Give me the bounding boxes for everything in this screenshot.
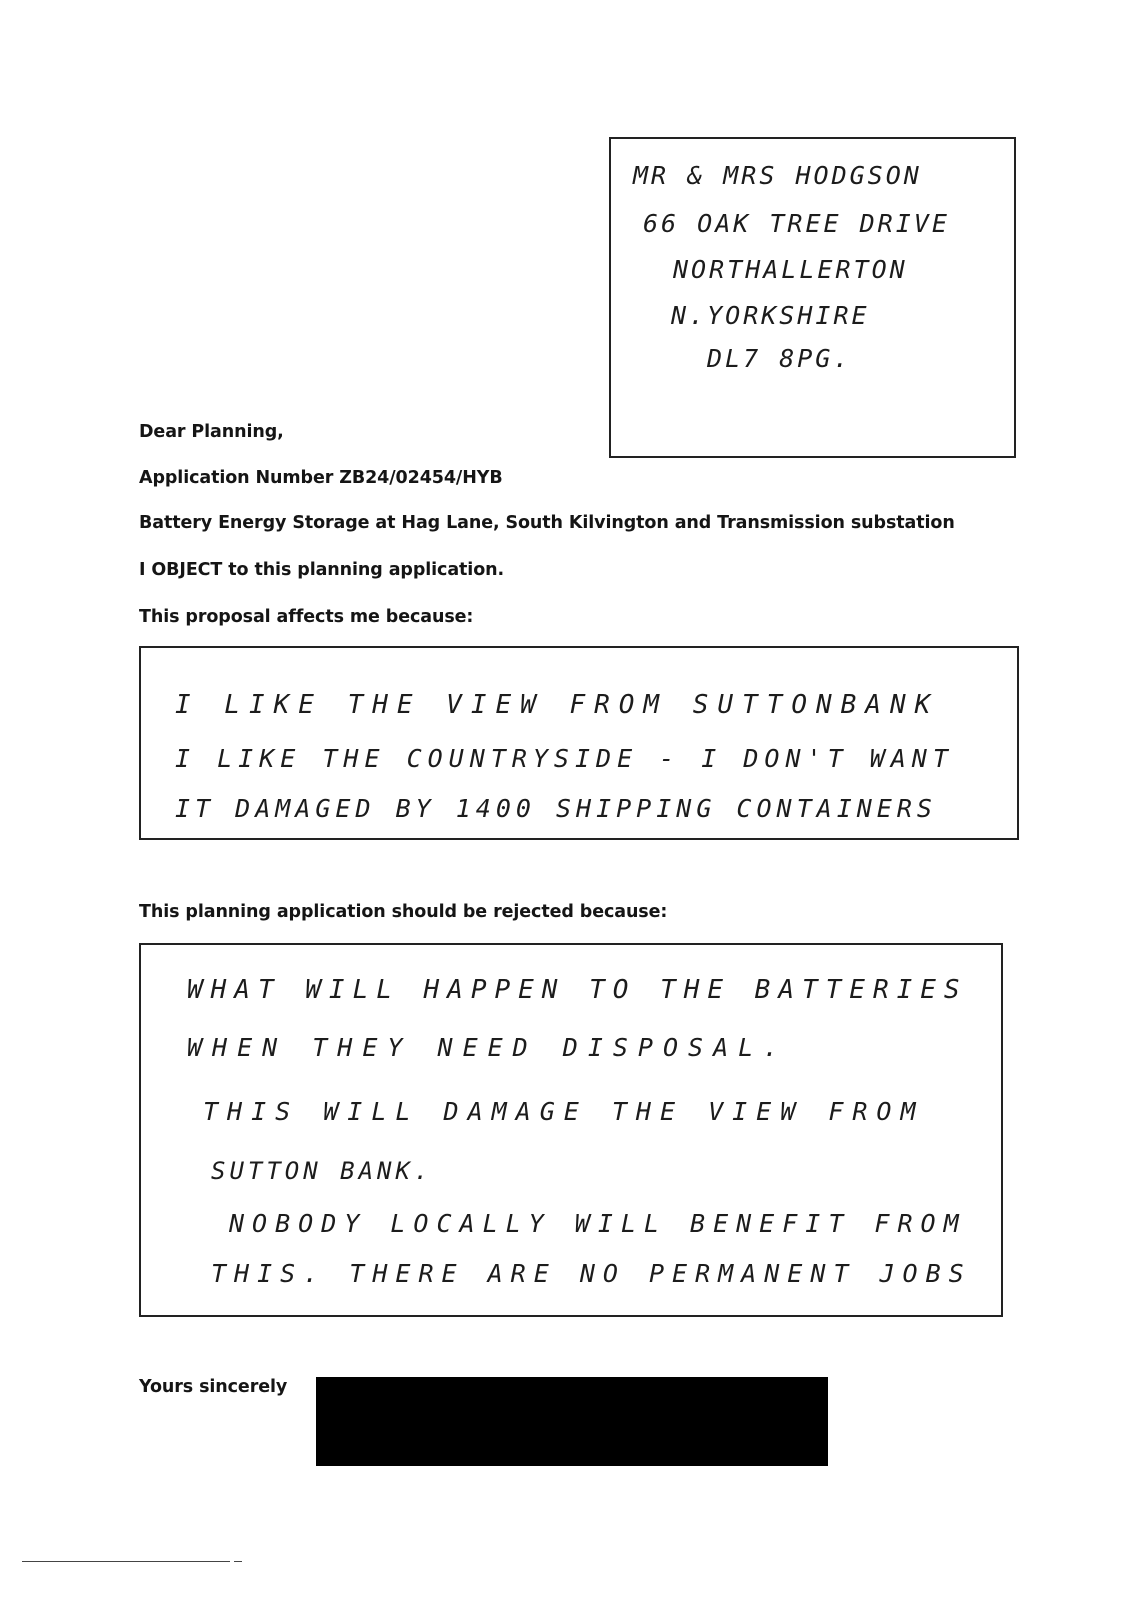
footer-rule-mark — [234, 1561, 242, 1562]
address-line-postcode: DL7 8PG. — [707, 344, 852, 373]
rejected-heading: This planning application should be rejected because: — [139, 902, 668, 922]
affects-heading: This proposal affects me because: — [139, 607, 474, 627]
closing: Yours sincerely — [139, 1377, 288, 1397]
address-line-county: N.YORKSHIRE — [671, 301, 870, 330]
address-line-town: NORTHALLERTON — [673, 255, 908, 284]
affects-line: I LIKE THE COUNTRYSIDE - I DON'T WANT — [175, 744, 954, 773]
rejected-line: THIS WILL DAMAGE THE VIEW FROM — [203, 1097, 925, 1126]
address-line-street: 66 OAK TREE DRIVE — [643, 209, 950, 238]
footer-rule — [22, 1561, 230, 1562]
project-title: Battery Energy Storage at Hag Lane, South Kilvington and Transmission substation — [139, 513, 955, 533]
rejected-line: SUTTON BANK. — [211, 1157, 433, 1185]
affects-line: I LIKE THE VIEW FROM SUTTONBANK — [175, 690, 940, 720]
application-number: Application Number ZB24/02454/HYB — [139, 468, 503, 488]
affects-line: IT DAMAGED BY 1400 SHIPPING CONTAINERS — [175, 794, 937, 823]
rejected-line: NOBODY LOCALLY WILL BENEFIT FROM — [229, 1209, 967, 1238]
rejected-line: WHAT WILL HAPPEN TO THE BATTERIES — [187, 975, 968, 1005]
rejected-box — [139, 943, 1003, 1317]
salutation: Dear Planning, — [139, 422, 284, 442]
rejected-line: WHEN THEY NEED DISPOSAL. — [187, 1033, 789, 1062]
address-line-name: MR & MRS HODGSON — [633, 161, 922, 190]
address-box — [609, 137, 1016, 458]
rejected-line: THIS. THERE ARE NO PERMANENT JOBS — [211, 1259, 972, 1288]
signature-redaction — [316, 1377, 828, 1466]
objection-statement: I OBJECT to this planning application. — [139, 560, 505, 580]
affects-box — [139, 646, 1019, 840]
